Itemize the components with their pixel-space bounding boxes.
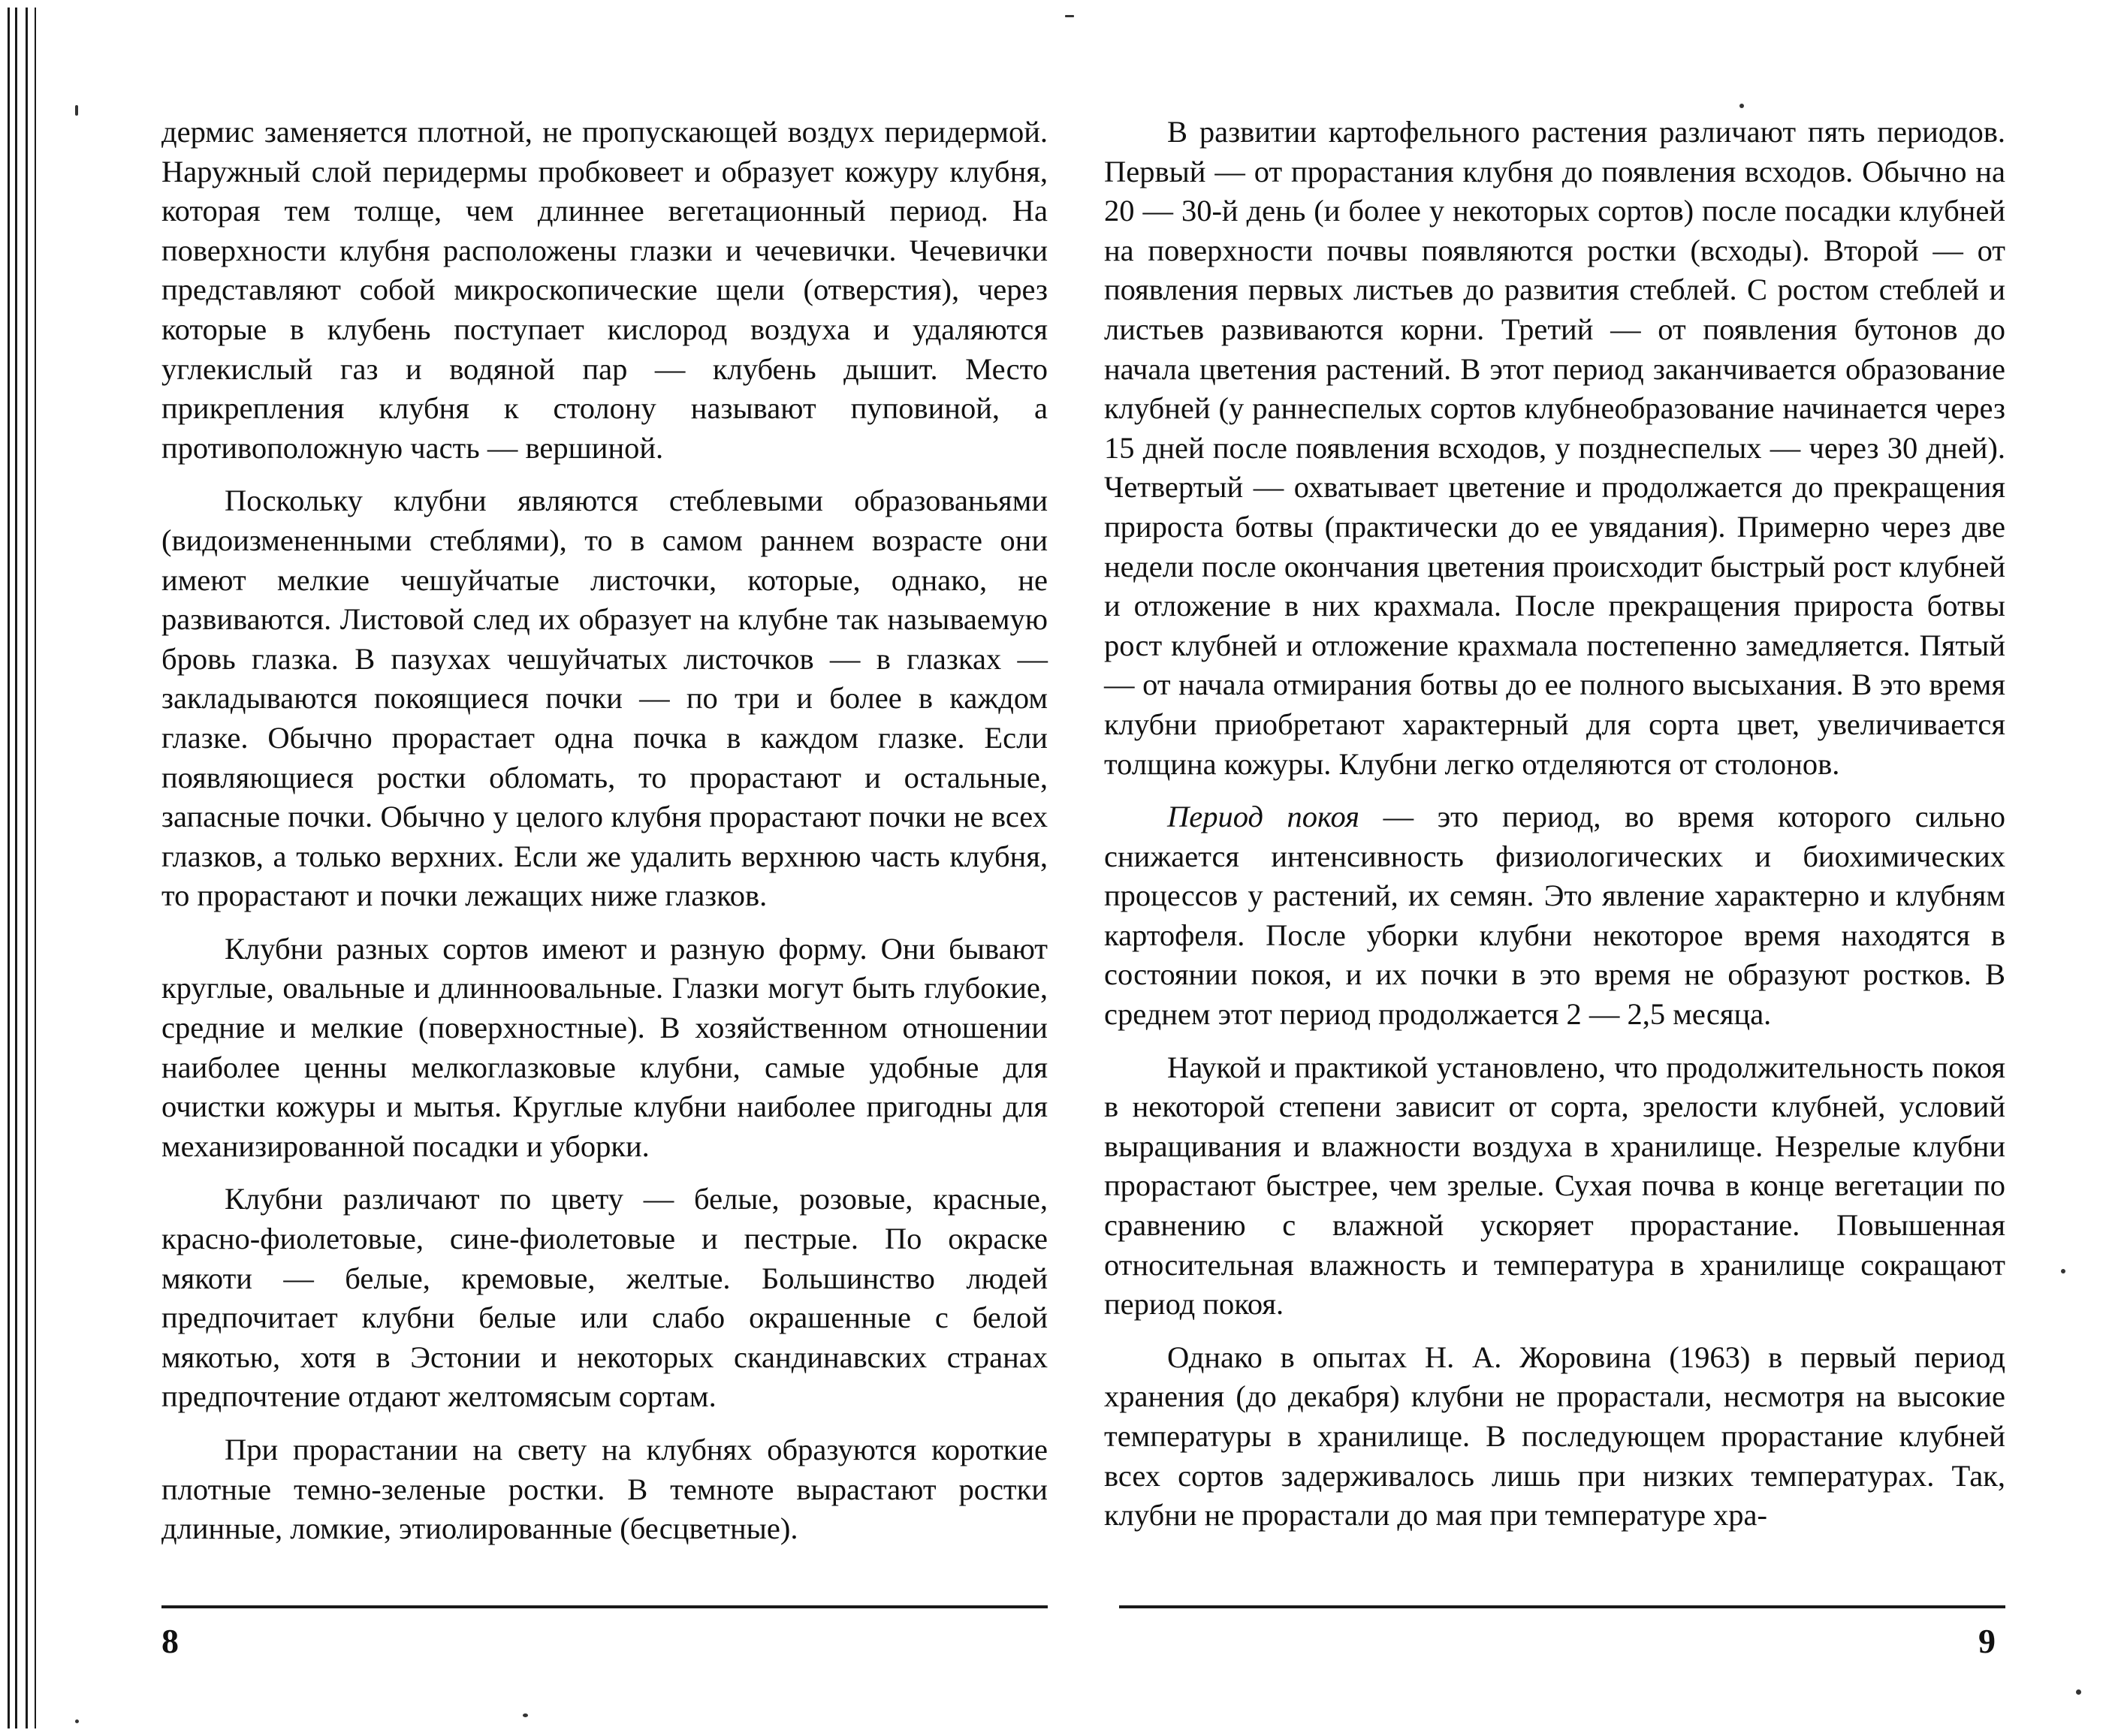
scan-speck bbox=[523, 1713, 528, 1717]
scan-speck bbox=[2061, 1269, 2065, 1273]
book-binding-edge bbox=[0, 0, 53, 1736]
scan-speck bbox=[75, 105, 78, 116]
left-footer-rule bbox=[161, 1605, 1048, 1608]
left-page bbox=[161, 113, 1048, 1563]
scan-speck bbox=[2076, 1689, 2081, 1695]
scan-speck bbox=[75, 1719, 79, 1723]
binding-line bbox=[8, 8, 10, 1728]
right-paragraph-1: В развитии картофельного растения различают пять периодов. Первый — от прорастания клубня до появления всходов. Обычно на 20 — 30-й день (и более у некоторых сортов) после посадки клубней на поверхности почвы появляются ростки (всходы). Второй — от появления первых листьев до развития стеблей. С ростом стеблей и листьев развиваются корни. Третий — от появления бутонов до начала цветения растений. В этот период заканчивается образование клубней (у раннеспелых сортов клубнеобразование начинается через 15 дней после появления всходов, у позднеспелых — через 30 дней). Четвертый — охватывает цветение и продолжается до прекращения прироста ботвы (практически до ее увядания). Примерно через две недели после окончания цветения происходит быстрый рост клубней и отложение в них крахмала. После прекращения прироста ботвы рост клубней и отложение крахмала постепенно замедляется. Пятый — от начала отмирания ботвы до ее полного высыхания. В это время клубни приобретают характерный для сорта цвет, увеличивается толщина кожуры. Клубни легко отделяются от столонов. bbox=[1104, 115, 2005, 781]
left-paragraph-1: дермис заменяется плотной, не пропускающей воздух перидермой. Наружный слой перидермы пробковеет и образует кожуру клубня, которая тем толще, чем длиннее вегетационный период. На поверхности клубня расположены глазки и чечевички. Чечевички представляют собой микроскопические щели (отверстия), через которые в клубень поступает кислород воздуха и удаляются углекислый газ и водяной пар — клубень дышит. Место прикрепления клубня к столону называют пуповиной, а противоположную часть — вершиной. bbox=[161, 115, 1048, 465]
binding-line bbox=[26, 8, 28, 1728]
right-paragraph-2 bbox=[1104, 797, 2005, 1035]
left-paragraph-4: Клубни различают по цвету — белые, розовые, красные, красно-фиолетовые, сине-фиолетовые и пестрые. По окраске мякоти — белые, кремовые, желтые. Большинство людей предпочитает клубни белые или слабо окрашенные с белой мякотью, хотя в Эстонии и некоторых скандинавских странах предпочтение отдают желтомясым сортам. bbox=[161, 1182, 1048, 1414]
right-page bbox=[1104, 113, 2005, 1549]
left-paragraph-5: При прорастании на свету на клубнях образуются короткие плотные темно-зеленые ростки. В темноте вырастают ростки длинные, ломкие, этиолированные (бесцветные). bbox=[161, 1433, 1048, 1546]
right-footer-rule bbox=[1119, 1605, 2005, 1608]
right-page-number: 9 bbox=[1978, 1622, 1996, 1660]
scan-speck bbox=[1065, 15, 1074, 17]
left-page-number: 8 bbox=[161, 1622, 179, 1660]
binding-line bbox=[15, 8, 17, 1728]
left-paragraph-3: Клубни разных сортов имеют и разную форму. Они бывают круглые, овальные и длинноовальные. Глазки могут быть глубокие, средние и мелкие (поверхностные). В хозяйственном отношении наиболее ценны мелкоглазковые клубни, самые удобные для очистки кожуры и мытья. Круглые клубни наиболее пригодны для механизированной посадки и уборки. bbox=[161, 931, 1048, 1163]
rest-period-definition: — это период, во время которого сильно снижается интенсивность физиологических и биохимических процессов у растений, их семян. Это явление характерно и клубням картофеля. После уборки клубни некоторое время находятся в состоянии покоя, и их почки в это время не образуют ростков. В среднем этот период продолжается 2 — 2,5 месяца. bbox=[1104, 800, 2005, 1032]
binding-line bbox=[35, 8, 36, 1728]
scan-speck bbox=[1739, 104, 1744, 108]
term-rest-period: Период покоя bbox=[1167, 800, 1359, 834]
right-paragraph-4: Однако в опытах Н. А. Жоровина (1963) в первый период хранения (до декабря) клубни не прорастали, несмотря на высокие температуры в хранилище. В последующем прорастание клубней всех сортов задерживалось лишь при низких температурах. Так, клубни не прорастали до мая при температуре хра- bbox=[1104, 1340, 2005, 1533]
left-paragraph-2: Поскольку клубни являются стеблевыми образованьями (видоизмененными стеблями), то в самом раннем возрасте они имеют мелкие чешуйчатые листочки, которые, однако, не развиваются. Листовой след их образует на клубне так называемую бровь глазка. В пазухах чешуйчатых листочков — в глазках — закладываются покоящиеся почки — по три и более в каждом глазке. Обычно прорастает одна почка в каждом глазке. Если появляющиеся ростки обломать, то прорастают и остальные, запасные почки. Обычно у целого клубня прорастают почки не всех глазков, а только верхних. Если же удалить верхнюю часть клубня, то прорастают и почки лежащих ниже глазков. bbox=[161, 484, 1048, 913]
right-paragraph-3: Наукой и практикой установлено, что продолжительность покоя в некоторой степени зависит от сорта, зрелости клубней, условий выращивания и влажности воздуха в хранилище. Незрелые клубни прорастают быстрее, чем зрелые. Сухая почва в конце вегетации по сравнению с влажной ускоряет прорастание. Повышенная относительная влажность и температура в хранилище сокращают период покоя. bbox=[1104, 1050, 2005, 1322]
